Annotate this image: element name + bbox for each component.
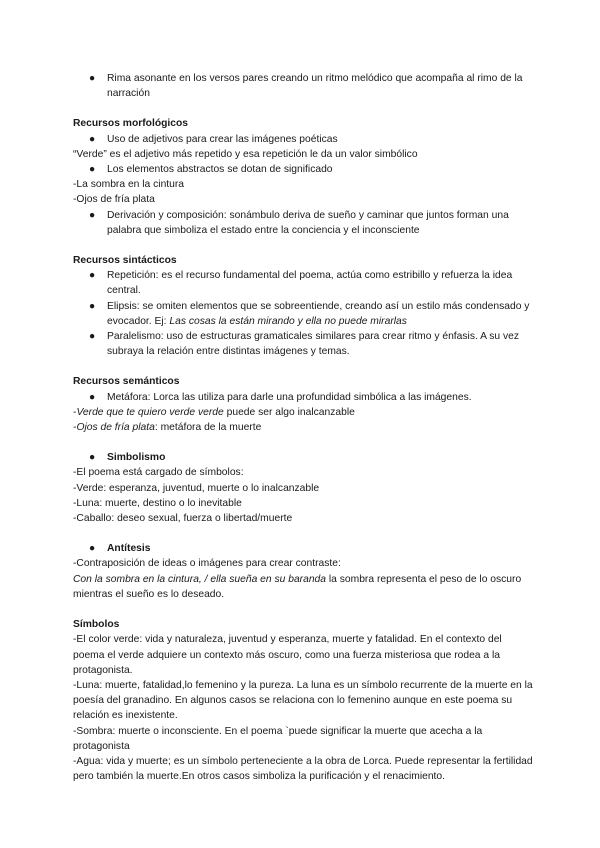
bullet-text: Uso de adjetivos para crear las imágenes poéticas <box>107 133 338 145</box>
heading-antitesis: Antítesis <box>107 543 151 555</box>
bullet-text: Rima asonante en los versos pares creando un ritmo melódico que acompaña al rimo de la narración <box>107 73 523 100</box>
quote-sombra: Con la sombra en la cintura, / ella sueña en su baranda <box>73 573 327 585</box>
bullet-text: Derivación y composición: sonámbulo deriva de sueño y caminar que juntos forman una palabra que simboliza el estado entre la conciencia y el inconsciente <box>107 209 509 236</box>
bullet-icon: ● <box>89 391 96 403</box>
text-antitesis-example <box>73 572 533 602</box>
text-rest: puede ser algo inalcanzable <box>223 406 355 418</box>
bullet-text: Los elementos abstractos se dotan de significado <box>107 164 333 176</box>
bullet-icon: ● <box>89 452 96 464</box>
text-sombra-cintura: -La sombra en la cintura <box>73 179 185 191</box>
text-agua-simbolo: -Agua: vida y muerte; es un símbolo perteneciente a la obra de Lorca. Puede representar la fertilidad pero también la muerte.En otros casos simboliza la purificación y el renacimiento. <box>73 755 533 783</box>
text-rest: la sombra representa el peso de lo oscuro mientras el sueño es lo deseado. <box>73 573 522 600</box>
bullet-derivacion <box>73 208 533 238</box>
text-rest: : metáfora de la muerte <box>154 422 262 434</box>
heading-semanticos: Recursos semánticos <box>73 376 180 388</box>
text-sombra-simbolo: -Sombra: muerte o inconsciente. En el poema `puede significar la muerte que acecha a la protagonista <box>73 725 483 752</box>
heading-simbolos: Símbolos <box>73 619 120 631</box>
text-simbolos-intro: -El poema está cargado de símbolos: <box>73 467 244 479</box>
bullet-icon: ● <box>89 543 96 555</box>
bullet-text: Paralelismo: uso de estructuras gramaticales similares para crear ritmo y énfasis. A su vez subraya la relación entre distintas imágenes y temas. <box>107 331 520 358</box>
heading-simbolismo: Simbolismo <box>107 452 166 464</box>
quote-ojos: Ojos de fría plata <box>76 422 155 434</box>
bullet-simbolismo <box>73 450 533 465</box>
text-verde-quiero <box>73 405 533 420</box>
bullet-icon: ● <box>89 164 96 176</box>
bullet-text: Repetición: es el recurso fundamental del poema, actúa como estribillo y refuerza la idea central. <box>107 270 513 297</box>
quote-verde: Verde que te quiero verde verde <box>76 406 224 418</box>
bullet-abstractos <box>73 162 533 177</box>
bullet-elipsis <box>73 299 533 329</box>
bullet-metafora <box>73 390 533 405</box>
heading-sintacticos: Recursos sintácticos <box>73 255 177 267</box>
text-ojos-plata: -Ojos de fría plata <box>73 194 155 206</box>
bullet-icon: ● <box>89 209 96 221</box>
dash: - <box>73 406 77 418</box>
bullet-icon: ● <box>89 331 96 343</box>
bullet-adjetivos <box>73 132 533 147</box>
elipsis-example: Las cosas la están mirando y ella no puede mirarlas <box>169 315 407 327</box>
text-contraposicion: -Contraposición de ideas o imágenes para crear contraste: <box>73 558 341 570</box>
text-verde: -Verde: esperanza, juventud, muerte o lo inalcanzable <box>73 482 320 494</box>
bullet-icon: ● <box>89 270 96 282</box>
text-verde-adjetivo: “Verde” es el adjetivo más repetido y esa repetición le da un valor simbólico <box>73 148 418 160</box>
text-ojos-metafora <box>73 420 533 435</box>
bullet-rima <box>73 71 533 101</box>
document-content <box>73 71 533 784</box>
text-caballo: -Caballo: deseo sexual, fuerza o libertad/muerte <box>73 513 293 525</box>
text-luna-simbolo: -Luna: muerte, fatalidad,lo femenino y la pureza. La luna es un símbolo recurrente de la muerte en la poesía del granadino. En algunos casos se relaciona con lo femenino aunque en este poema su relación es inexistente. <box>73 679 533 722</box>
bullet-antitesis <box>73 541 533 556</box>
dash: - <box>73 422 77 434</box>
heading-morfologicos: Recursos morfológicos <box>73 118 189 130</box>
bullet-repeticion <box>73 268 533 298</box>
text-color-verde: -El color verde: vida y naturaleza, juventud y esperanza, muerte y fatalidad. En el contexto del poema el verde adquiere un contexto más oscuro, como una fuerza misteriosa que rodea a la protagonista. <box>73 634 502 676</box>
bullet-text: Metáfora: Lorca las utiliza para darle una profundidad simbólica a las imágenes. <box>107 391 472 403</box>
bullet-icon: ● <box>89 300 96 312</box>
bullet-text: Elipsis: se omiten elementos que se sobreentiende, creando así un estilo más condensado y evocador. Ej: <box>107 300 530 327</box>
bullet-icon: ● <box>89 133 96 145</box>
bullet-paralelismo <box>73 329 533 359</box>
bullet-icon: ● <box>89 73 96 84</box>
text-luna: -Luna: muerte, destino o lo inevitable <box>73 497 242 509</box>
